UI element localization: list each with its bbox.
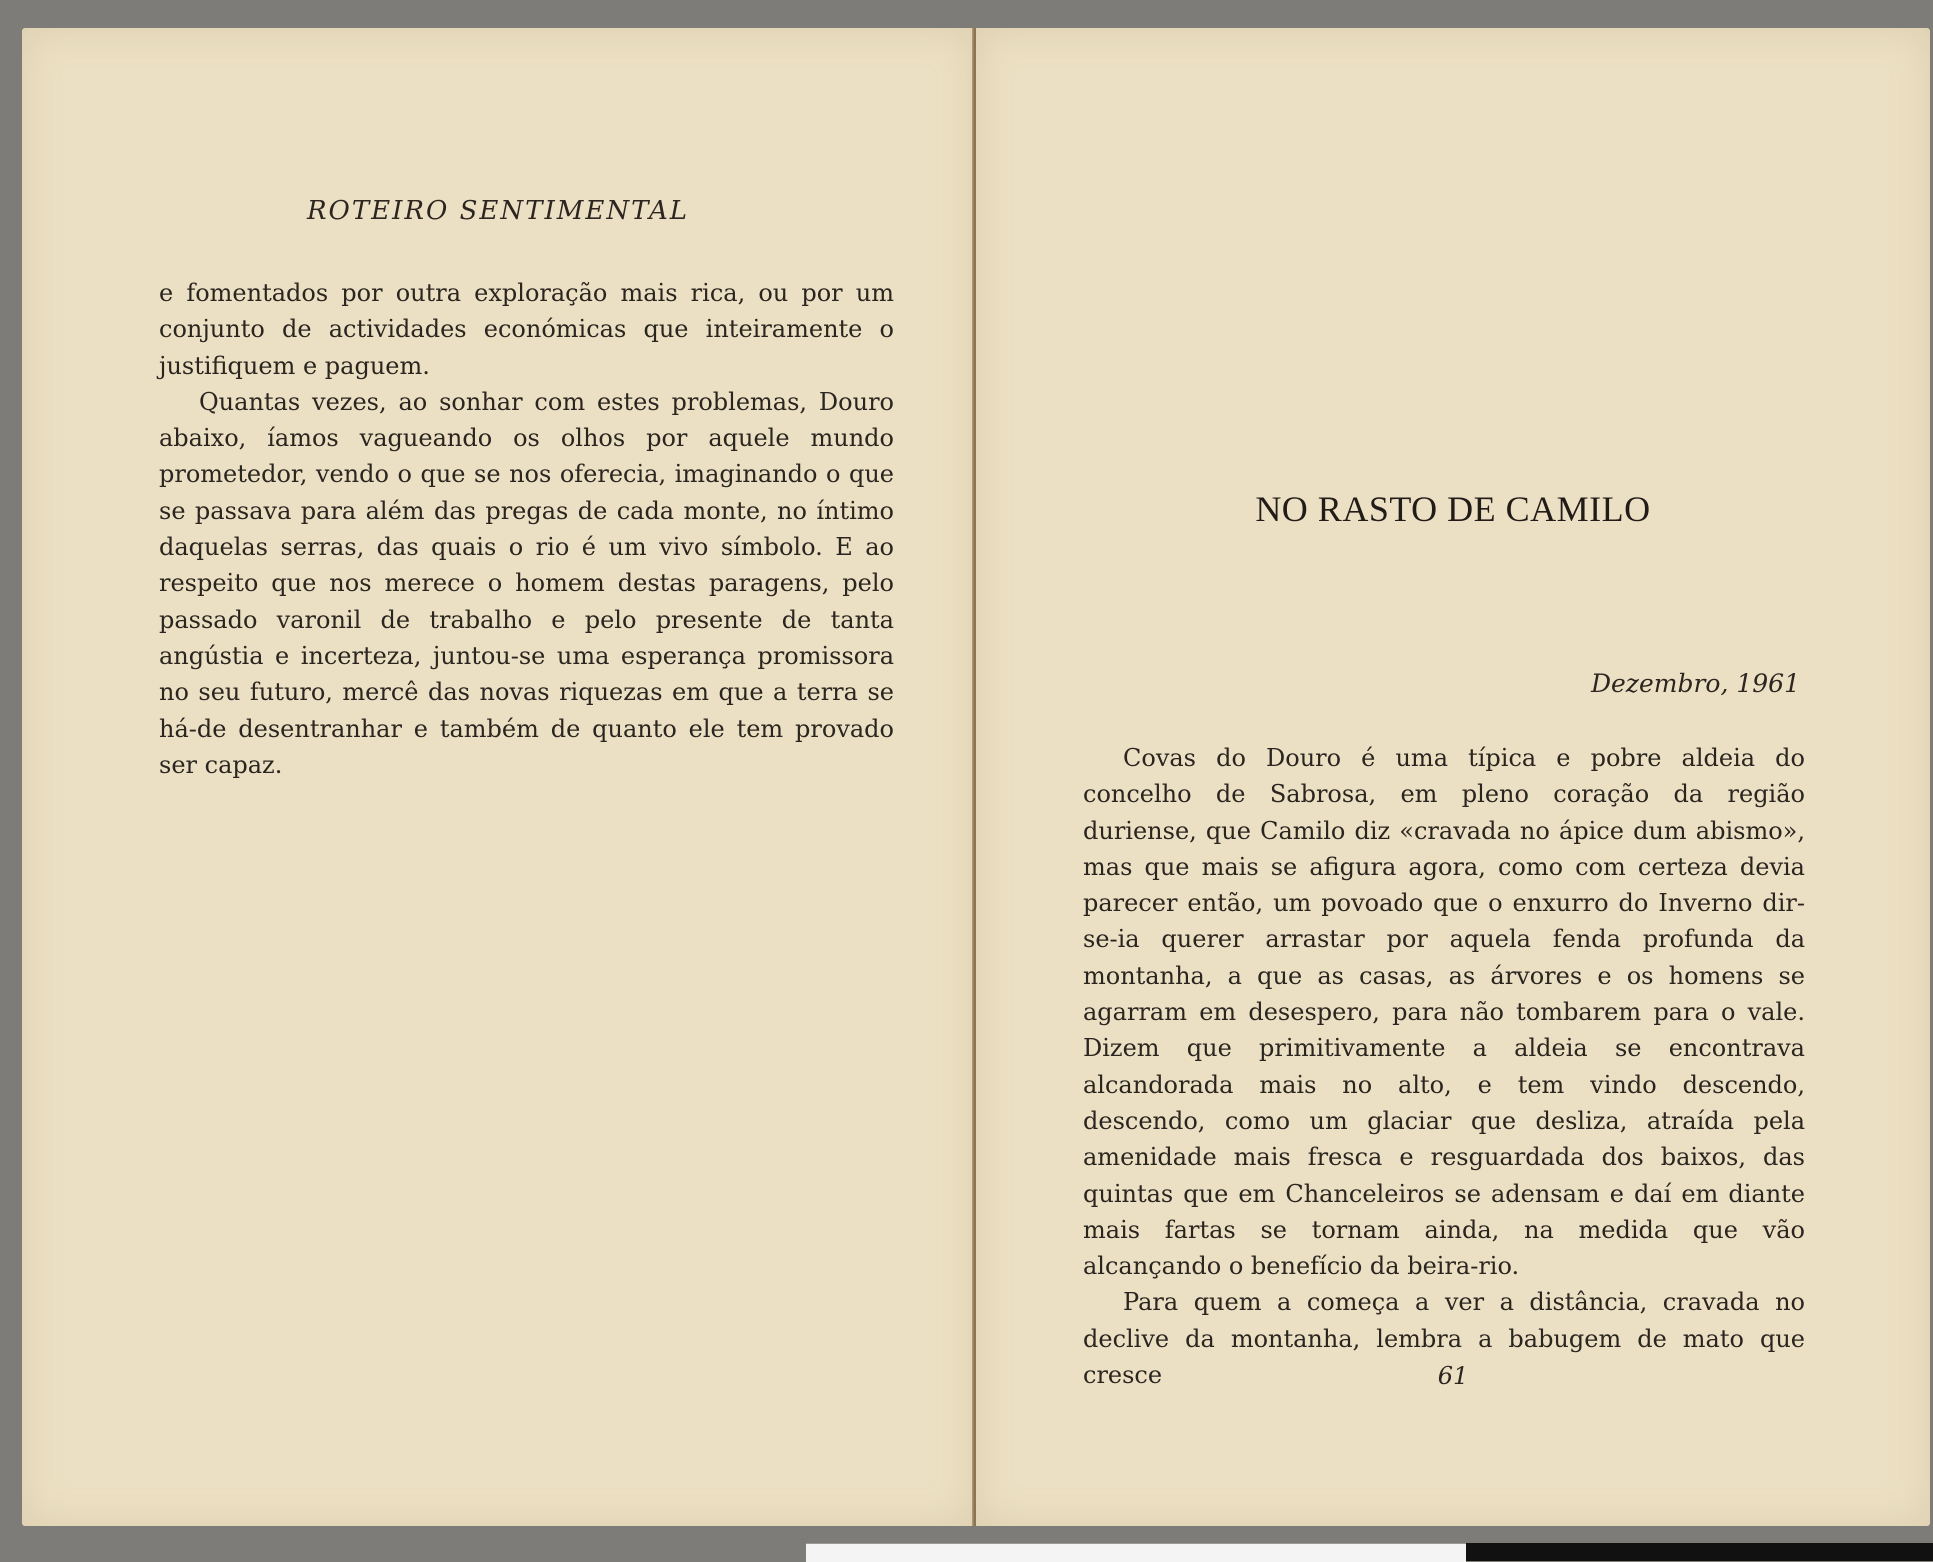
chapter-date: Dezembro, 1961 — [1590, 669, 1800, 698]
scale-white-block — [806, 1543, 1466, 1562]
color-scale-bar — [806, 1543, 1933, 1561]
paragraph: Covas do Douro é uma típica e pobre aldeia do concelho de Sabrosa, em pleno coração da região duriense, que Camilo diz «cravada no ápice dum abismo», mas que mais se afigura agora, como com certeza devia parecer então, um povoado que o enxurro do Inverno dir-se-ia querer arrastar por aquela fenda profunda da montanha, a que as casas, as árvores e os homens se agarram em desespero, para não tombarem para o vale. Dizem que primitivamente a aldeia se encontrava alcandorada mais no alto, e tem vindo descendo, descendo, como um glaciar que desliza, atraída pela amenidade mais fresca e resguardada dos baixos, das quintas que em Chanceleiros se adensam e daí em diante mais fartas se tornam ainda, na medida que vão alcançando o benefício da beira-rio. — [1083, 744, 1805, 1281]
left-page — [22, 28, 974, 1526]
right-page-body — [1083, 740, 1805, 1393]
paragraph: Quantas vezes, ao sonhar com estes problemas, Douro abaixo, íamos vagueando os olhos por aquele mundo prometedor, vendo o que se nos oferecia, imaginando o que se passava para além das pregas de cada monte, no íntimo daquelas serras, das quais o rio é um vivo símbolo. E ao respeito que nos merece o homem destas paragens, pelo passado varonil de trabalho e pelo presente de tanta angústia e incerteza, juntou-se uma esperança promissora no seu futuro, mercê das novas riquezas em que a terra se há-de desentranhar e também de quanto ele tem provado ser capaz. — [159, 387, 894, 779]
chapter-title: NO RASTO DE CAMILO — [1255, 489, 1651, 529]
scale-black-block — [1466, 1543, 1933, 1561]
running-head: ROTEIRO SENTIMENTAL — [306, 196, 690, 226]
page-number: 61 — [1437, 1362, 1469, 1390]
left-page-body — [159, 275, 894, 783]
right-page — [976, 28, 1930, 1526]
paragraph: Para quem a começa a ver a distância, cravada no declive da montanha, lembra a babugem de mato que cresce — [1083, 1288, 1805, 1390]
paragraph: e fomentados por outra exploração mais rica, ou por um conjunto de actividades económicas que inteiramente o justifiquem e paguem. — [159, 279, 894, 380]
